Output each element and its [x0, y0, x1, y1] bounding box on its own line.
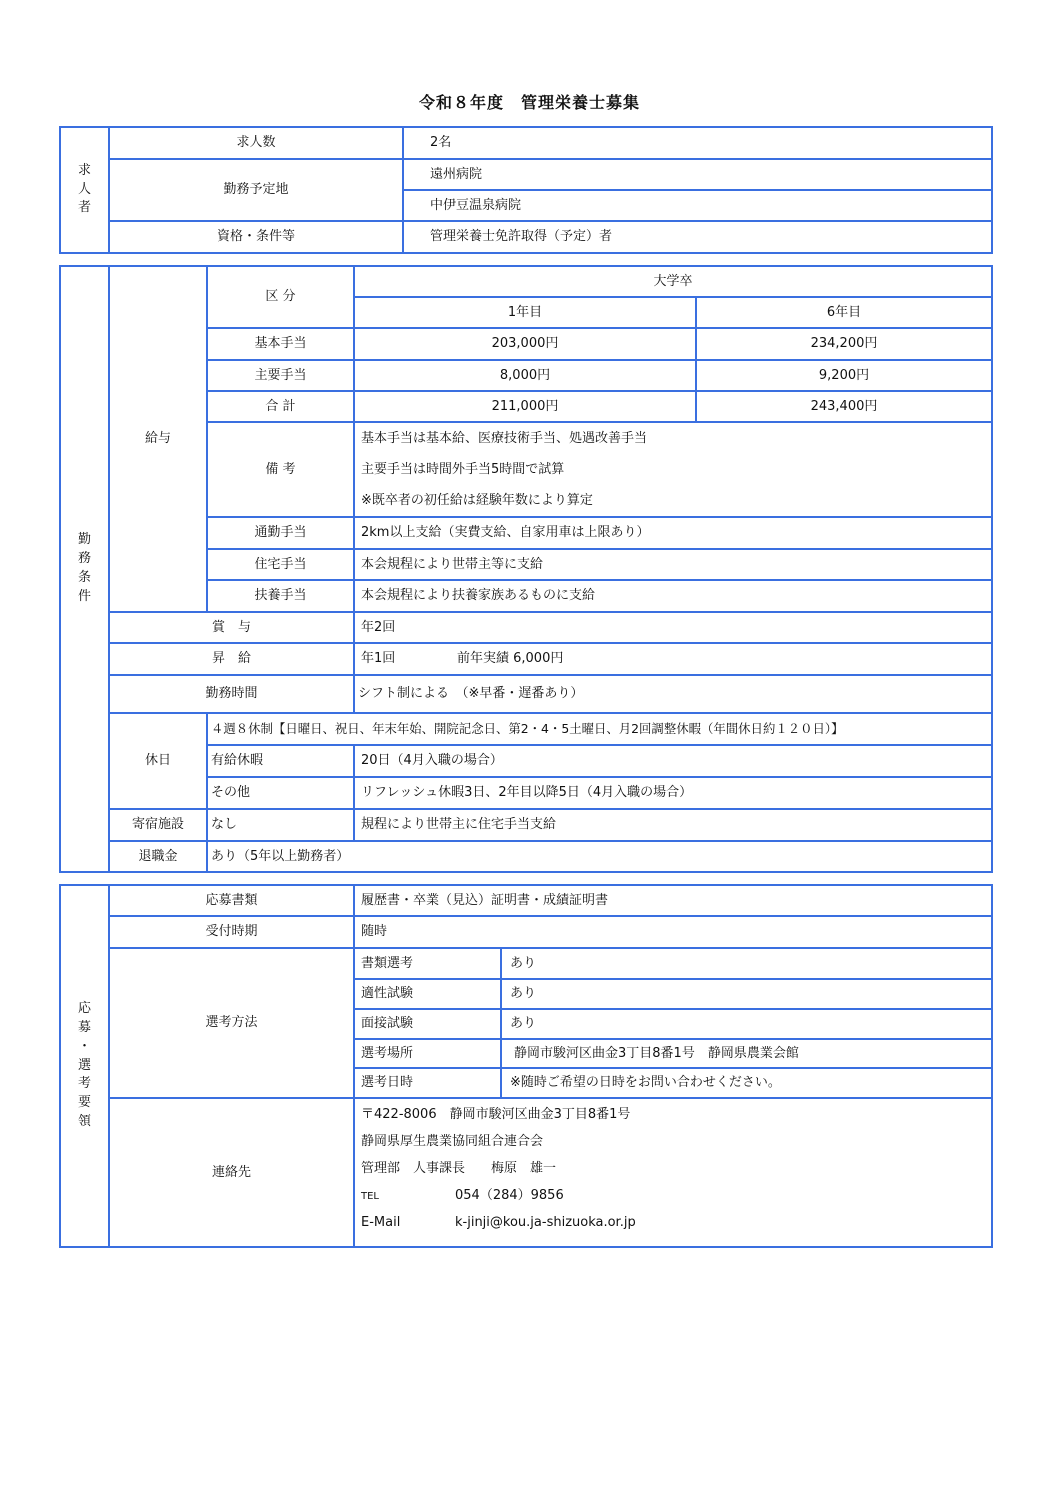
salary-row-label: 合 計 [207, 391, 354, 422]
location-value-2: 中伊豆温泉病院 [403, 190, 992, 221]
retirement-value: あり（5年以上勤務者） [207, 841, 992, 872]
category-label: 区 分 [207, 266, 354, 328]
selection-item-value: あり [501, 979, 992, 1009]
salary-row-label: 基本手当 [207, 328, 354, 360]
documents-label: 応募書類 [109, 885, 354, 916]
holiday-value: ４週８休制【日曜日、祝日、年末年始、開院記念日、第2・4・5土曜日、月2回調整休暇（年間休日約１２０日）】 [207, 713, 992, 745]
hours-label: 勤務時間 [109, 675, 354, 713]
selection-item-label: 適性試験 [354, 979, 501, 1009]
year1-label: 1年目 [354, 297, 696, 328]
application-table [59, 884, 993, 1248]
holiday-label: 休日 [109, 713, 207, 809]
paid-leave-value: 20日（4月入職の場合） [354, 745, 992, 777]
application-section-label: 応 募 ・ 選 考 要 領 [60, 885, 109, 1247]
selection-item-label: 面接試験 [354, 1009, 501, 1039]
recruit-section-label: 求 人 者 [60, 127, 109, 253]
qualification-value: 管理栄養士免許取得（予定）者 [403, 221, 992, 253]
dorm-note: 規程により世帯主に住宅手当支給 [354, 809, 992, 841]
paid-leave-label: 有給休暇 [207, 745, 354, 777]
conditions-section-label: 勤 務 条 件 [60, 266, 109, 872]
salary-row-label: 主要手当 [207, 360, 354, 391]
selection-item-label: 書類選考 [354, 948, 501, 979]
salary-year6-value: 243,400円 [696, 391, 992, 422]
conditions-table [59, 265, 993, 873]
family-value: 本会規程により扶養家族あるものに支給 [354, 580, 992, 612]
documents-value: 履歴書・卒業（見込）証明書・成績証明書 [354, 885, 992, 916]
hours-value: シフト制による （※早番・遅番あり） [354, 675, 992, 713]
bonus-label: 賞 与 [109, 612, 354, 643]
recruit-table [59, 126, 993, 254]
contact-email[interactable]: E-Mail k-jinji@kou.ja-shizuoka.or.jp [361, 1215, 636, 1230]
contact-label: 連絡先 [109, 1098, 354, 1247]
selection-item-value: ※随時ご希望の日時をお問い合わせください。 [501, 1068, 992, 1098]
remark-line: 基本手当は基本給、医療技術手当、処遇改善手当 [361, 431, 648, 446]
contact-value [354, 1098, 992, 1247]
salary-year1-value: 8,000円 [354, 360, 696, 391]
salary-year6-value: 9,200円 [696, 360, 992, 391]
housing-label: 住宅手当 [207, 549, 354, 580]
selection-item-value: あり [501, 1009, 992, 1039]
remark-line: ※既卒者の初任給は経験年数により算定 [361, 493, 593, 508]
period-value: 随時 [354, 916, 992, 948]
selection-item-label: 選考場所 [354, 1039, 501, 1068]
location-value-1: 遠州病院 [403, 159, 992, 190]
dorm-label: 寄宿施設 [109, 809, 207, 841]
dorm-value: なし [207, 809, 354, 841]
housing-value: 本会規程により世帯主等に支給 [354, 549, 992, 580]
contact-person: 管理部 人事課長 梅原 雄一 [361, 1161, 557, 1176]
contact-organization: 静岡県厚生農業協同組合連合会 [361, 1134, 544, 1149]
degree-label: 大学卒 [354, 266, 992, 297]
other-leave-value: リフレッシュ休暇3日、2年目以降5日（4月入職の場合） [354, 777, 992, 809]
period-label: 受付時期 [109, 916, 354, 948]
salary-year1-value: 211,000円 [354, 391, 696, 422]
remarks-label: 備 考 [207, 422, 354, 517]
year6-label: 6年目 [696, 297, 992, 328]
headcount-value: 2名 [403, 127, 992, 159]
commute-label: 通勤手当 [207, 517, 354, 549]
location-label: 勤務予定地 [109, 159, 403, 221]
qualification-label: 資格・条件等 [109, 221, 403, 253]
bonus-value: 年2回 [354, 612, 992, 643]
page-title: 令和８年度 管理栄養士募集 [418, 93, 640, 112]
salary-label: 給与 [109, 266, 207, 612]
raise-label: 昇 給 [109, 643, 354, 675]
contact-tel: TEL 054（284）9856 [361, 1188, 564, 1203]
salary-year1-value: 203,000円 [354, 328, 696, 360]
family-label: 扶養手当 [207, 580, 354, 612]
commute-value: 2km以上支給（実費支給、自家用車は上限あり） [354, 517, 992, 549]
headcount-label: 求人数 [109, 127, 403, 159]
retirement-label: 退職金 [109, 841, 207, 872]
other-leave-label: その他 [207, 777, 354, 809]
selection-item-value: あり [501, 948, 992, 979]
salary-year6-value: 234,200円 [696, 328, 992, 360]
selection-item-value: 静岡市駿河区曲金3丁目8番1号 静岡県農業会館 [501, 1039, 992, 1068]
remark-line: 主要手当は時間外手当5時間で試算 [361, 462, 565, 477]
raise-value: 年1回 前年実績 6,000円 [354, 643, 992, 675]
selection-label: 選考方法 [109, 948, 354, 1098]
contact-address: 〒422-8006 静岡市駿河区曲金3丁目8番1号 [361, 1107, 631, 1122]
selection-item-label: 選考日時 [354, 1068, 501, 1098]
remarks-value [354, 422, 992, 517]
